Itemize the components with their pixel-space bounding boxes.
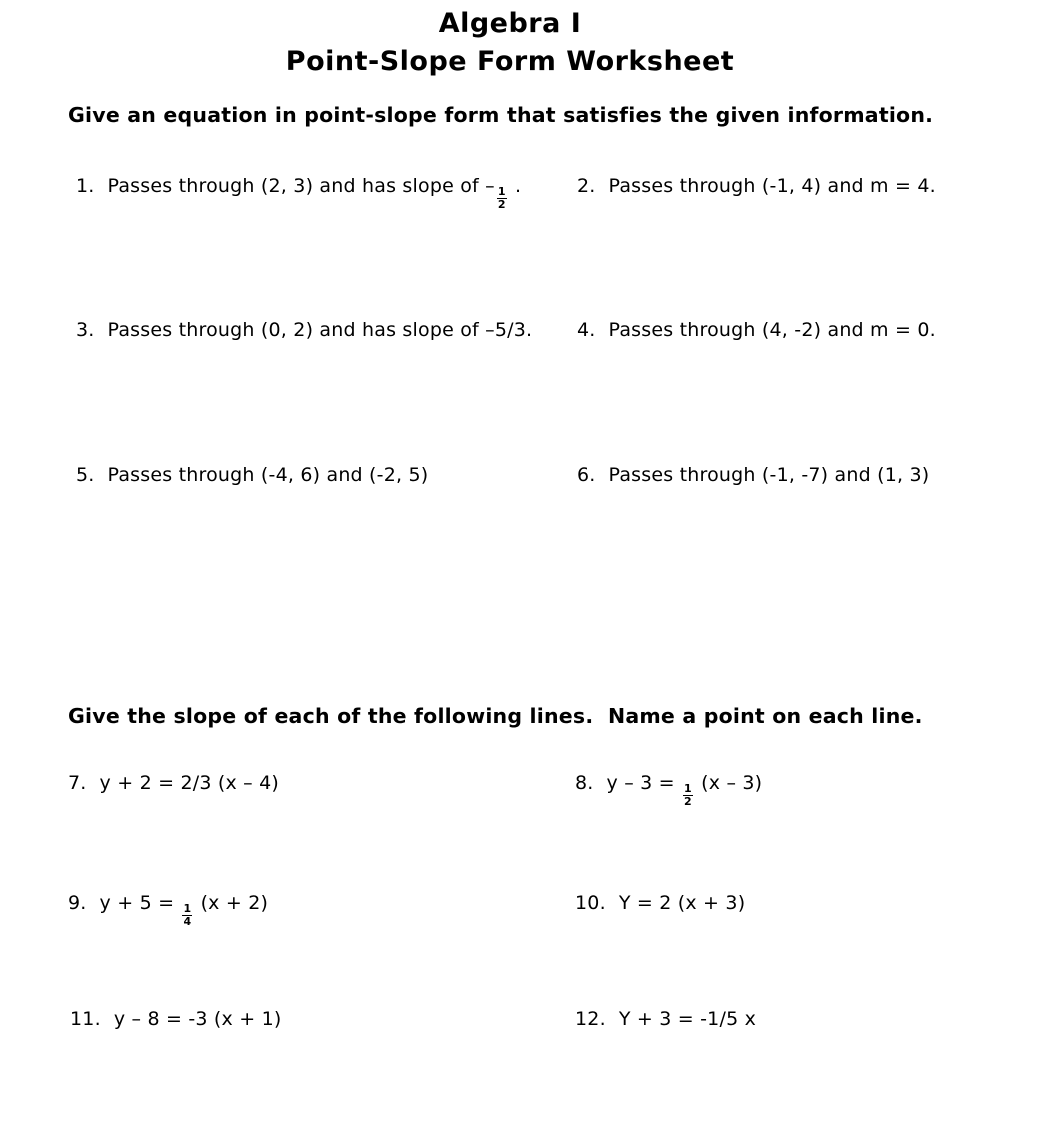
section1-instruction: Give an equation in point-slope form that satisfies the given information. bbox=[68, 103, 934, 127]
problem-6 bbox=[577, 464, 929, 486]
problem-5-text: Passes through (-4, 6) and (-2, 5) bbox=[107, 464, 429, 486]
problem-1-text-post: . bbox=[508, 175, 522, 197]
fraction-denominator: 4 bbox=[183, 914, 192, 928]
problem-7 bbox=[68, 772, 279, 794]
fraction-numerator: 1 bbox=[497, 185, 506, 198]
problem-10 bbox=[575, 892, 745, 914]
problem-12 bbox=[575, 1008, 756, 1030]
problem-2 bbox=[577, 175, 936, 197]
problem-7-text: y + 2 = 2/3 (x – 4) bbox=[99, 772, 280, 794]
problem-6-text: Passes through (-1, -7) and (1, 3) bbox=[608, 464, 930, 486]
fraction-denominator: 2 bbox=[684, 794, 692, 808]
problem-7-number: 7. bbox=[68, 772, 87, 794]
problem-4 bbox=[577, 319, 936, 341]
problem-3 bbox=[76, 319, 532, 341]
fraction-denominator: 2 bbox=[497, 197, 506, 211]
problem-1 bbox=[76, 175, 521, 210]
problem-1-number: 1. bbox=[76, 175, 95, 197]
course-title: Algebra I bbox=[438, 8, 582, 39]
problem-11-text: y – 8 = -3 (x + 1) bbox=[113, 1008, 282, 1030]
problem-8-text-post: (x – 3) bbox=[694, 772, 763, 794]
problem-11 bbox=[70, 1008, 281, 1030]
problem-8 bbox=[575, 772, 762, 807]
problem-12-text: Y + 3 = -1/5 x bbox=[618, 1008, 757, 1030]
problem-9-text-pre: y + 5 = bbox=[99, 892, 181, 914]
problem-10-text: Y = 2 (x + 3) bbox=[618, 892, 746, 914]
problem-9-text-post: (x + 2) bbox=[194, 892, 269, 914]
problem-9 bbox=[68, 892, 268, 927]
fraction-one-quarter bbox=[182, 903, 192, 927]
problem-3-number: 3. bbox=[76, 319, 95, 341]
problem-5 bbox=[76, 464, 428, 486]
fraction-numerator: 1 bbox=[684, 782, 692, 795]
problem-11-number: 11. bbox=[70, 1008, 101, 1030]
worksheet-title: Point-Slope Form Worksheet bbox=[285, 46, 735, 77]
problem-2-text: Passes through (-1, 4) and m = 4. bbox=[608, 175, 936, 197]
problem-3-text: Passes through (0, 2) and has slope of –5/3. bbox=[107, 319, 533, 341]
fraction-one-half bbox=[683, 783, 693, 807]
section2-instruction: Give the slope of each of the following lines. Name a point on each line. bbox=[68, 704, 923, 728]
problem-6-number: 6. bbox=[577, 464, 596, 486]
worksheet-header bbox=[0, 5, 1020, 81]
fraction-one-half bbox=[497, 186, 507, 210]
problem-8-text-pre: y – 3 = bbox=[606, 772, 682, 794]
problem-2-number: 2. bbox=[577, 175, 596, 197]
problem-4-text: Passes through (4, -2) and m = 0. bbox=[608, 319, 936, 341]
problem-5-number: 5. bbox=[76, 464, 95, 486]
problem-9-number: 9. bbox=[68, 892, 87, 914]
problem-10-number: 10. bbox=[575, 892, 606, 914]
problem-4-number: 4. bbox=[577, 319, 596, 341]
fraction-numerator: 1 bbox=[183, 902, 192, 915]
problem-1-text-pre: Passes through (2, 3) and has slope of – bbox=[107, 175, 495, 197]
problem-12-number: 12. bbox=[575, 1008, 606, 1030]
problem-8-number: 8. bbox=[575, 772, 594, 794]
